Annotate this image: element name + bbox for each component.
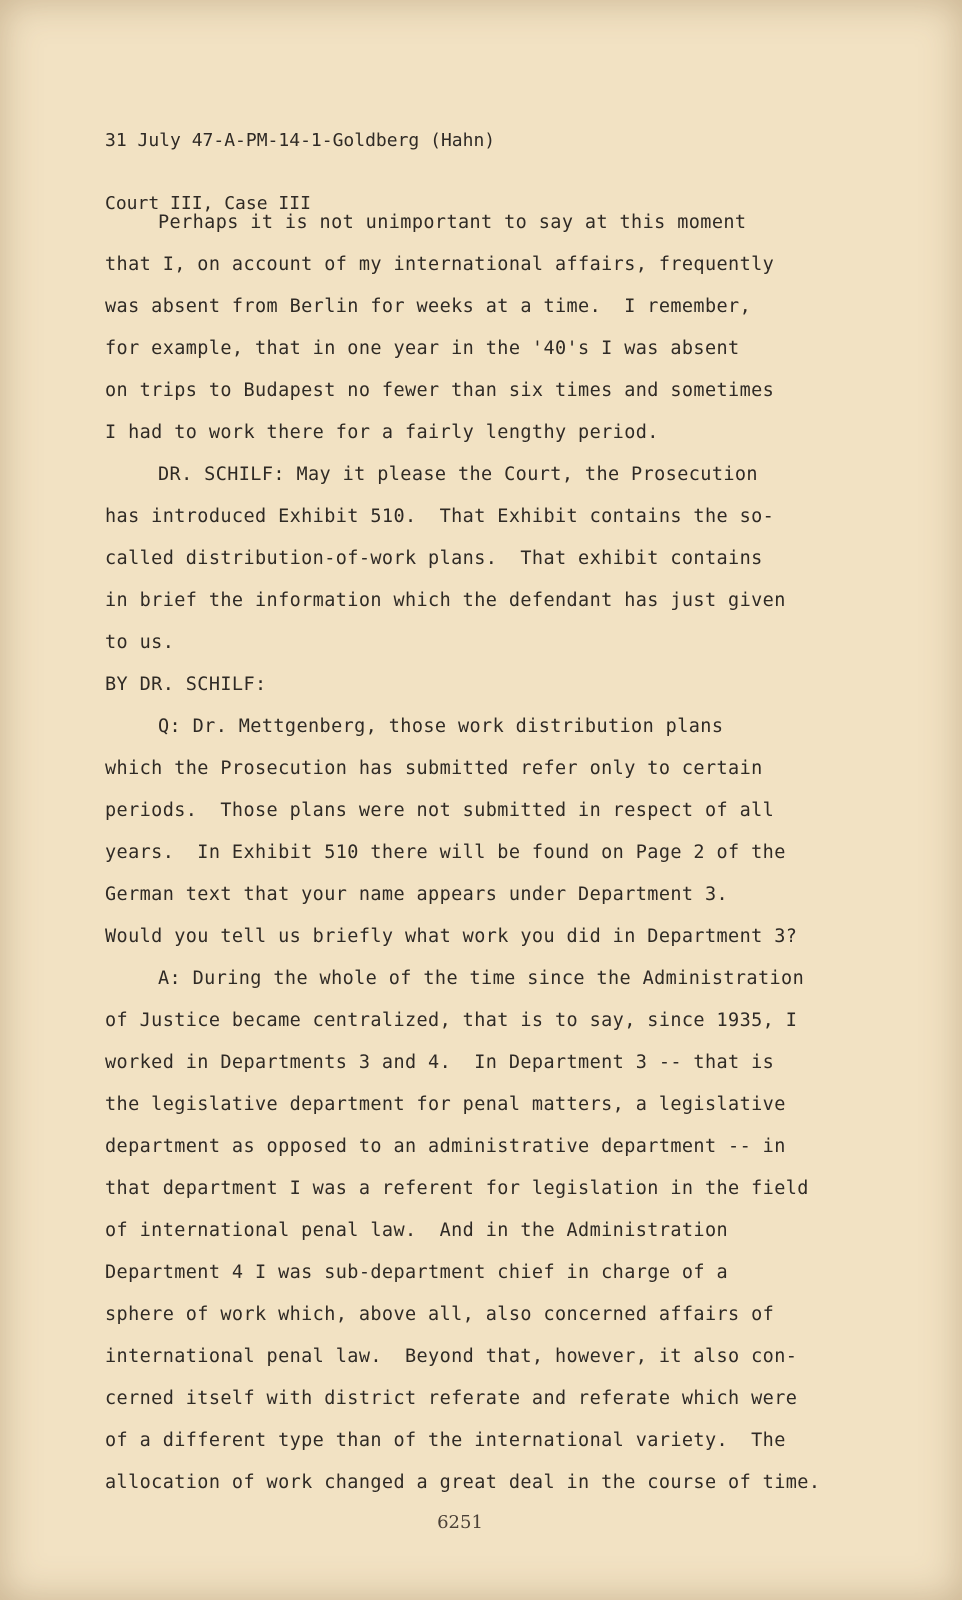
text-line: A: During the whole of the time since the Administration (158, 968, 805, 989)
text-line: Q: Dr. Mettgenberg, those work distribution plans (158, 716, 724, 737)
text-line: BY DR. SCHILF: (105, 674, 267, 695)
text-line: years. In Exhibit 510 there will be found on Page 2 of the (105, 842, 786, 863)
text-line: to us. (105, 632, 175, 653)
text-line: Perhaps it is not unimportant to say at this moment (158, 212, 747, 233)
text-line: of a different type than of the international variety. The (105, 1430, 786, 1451)
text-line: German text that your name appears under Department 3. (105, 884, 729, 905)
header-line-court: Court III, Case III (105, 193, 311, 214)
text-line: for example, that in one year in the '40's I was absent (105, 338, 740, 359)
text-line: department as opposed to an administrative department -- in (105, 1136, 786, 1157)
header-line-date: 31 July 47-A-PM-14-1-Goldberg (Hahn) (105, 130, 496, 151)
text-line: was absent from Berlin for weeks at a time. I remember, (105, 296, 752, 317)
text-line: which the Prosecution has submitted refer only to certain (105, 758, 763, 779)
text-line: that department I was a referent for legislation in the field (105, 1178, 809, 1199)
text-line: that I, on account of my international affairs, frequently (105, 254, 775, 275)
text-line: worked in Departments 3 and 4. In Department 3 -- that is (105, 1052, 775, 1073)
text-line: has introduced Exhibit 510. That Exhibit contains the so- (105, 506, 775, 527)
text-line: allocation of work changed a great deal in the course of time. (105, 1472, 821, 1493)
text-line: on trips to Budapest no fewer than six times and sometimes (105, 380, 775, 401)
text-line: cerned itself with district referate and referate which were (105, 1388, 798, 1409)
text-line: DR. SCHILF: May it please the Court, the Prosecution (158, 464, 758, 485)
text-line: called distribution-of-work plans. That exhibit contains (105, 548, 763, 569)
text-line: of Justice became centralized, that is to say, since 1935, I (105, 1010, 798, 1031)
text-line: I had to work there for a fairly lengthy period. (105, 422, 659, 443)
text-line: Would you tell us briefly what work you did in Department 3? (105, 926, 798, 947)
text-line: Department 4 I was sub-department chief in charge of a (105, 1262, 729, 1283)
text-line: periods. Those plans were not submitted in respect of all (105, 800, 775, 821)
text-line: international penal law. Beyond that, however, it also con- (105, 1346, 798, 1367)
text-line: sphere of work which, above all, also concerned affairs of (105, 1304, 775, 1325)
page-number: 6251 (437, 1512, 483, 1533)
text-line: in brief the information which the defendant has just given (105, 590, 786, 611)
text-line: of international penal law. And in the Administration (105, 1220, 729, 1241)
text-line: the legislative department for penal matters, a legislative (105, 1094, 786, 1115)
